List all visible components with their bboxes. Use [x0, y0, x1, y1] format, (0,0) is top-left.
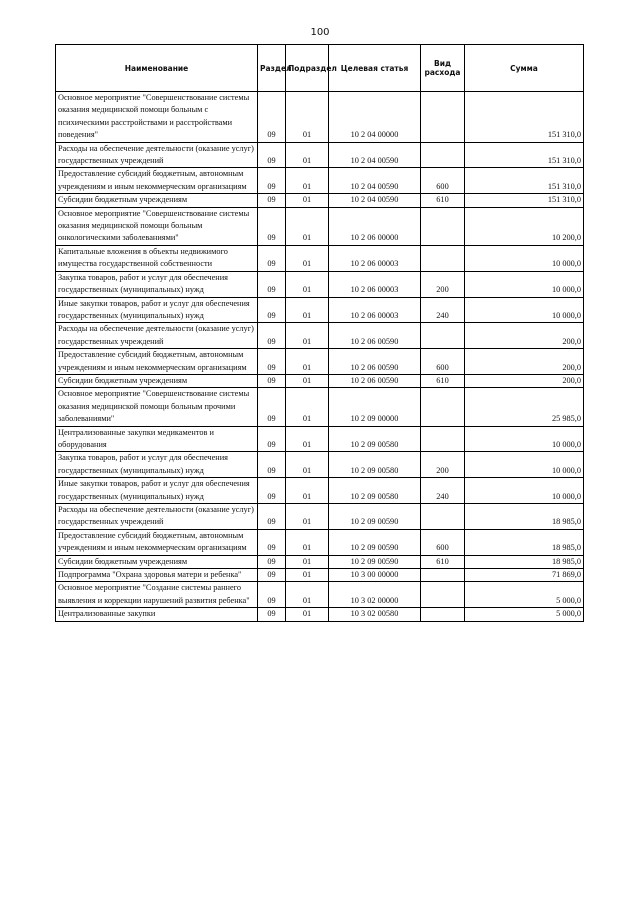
row-article-cell: 10 2 06 00590: [329, 323, 421, 349]
row-amount-cell: 10 200,0: [465, 207, 584, 245]
row-article-cell: 10 2 09 00580: [329, 452, 421, 478]
row-name-cell: Предоставление субсидий бюджетным, автономным учреждениям и иным некоммерческим организациям: [56, 529, 258, 555]
row-article-cell: 10 2 06 00000: [329, 207, 421, 245]
header-target-article: Целевая статья: [329, 45, 421, 92]
row-name-cell: Иные закупки товаров, работ и услуг для обеспечения государственных (муниципальных) нужд: [56, 478, 258, 504]
row-article-cell: 10 3 00 00000: [329, 569, 421, 582]
row-article-cell: 10 2 04 00590: [329, 142, 421, 168]
row-name-cell: Централизованные закупки медикаментов и оборудования: [56, 426, 258, 452]
row-section-cell: 09: [258, 608, 286, 621]
row-amount-cell: 151 310,0: [465, 194, 584, 207]
row-section-cell: 09: [258, 245, 286, 271]
row-subsection-cell: 01: [286, 92, 329, 143]
row-article-cell: 10 3 02 00000: [329, 582, 421, 608]
table-row: [56, 478, 584, 504]
header-row: [56, 45, 584, 92]
row-section-cell: 09: [258, 349, 286, 375]
table-row: [56, 349, 584, 375]
row-name-cell: Расходы на обеспечение деятельности (оказание услуг) государственных учреждений: [56, 323, 258, 349]
row-amount-cell: 200,0: [465, 374, 584, 387]
row-expense-type-cell: [421, 92, 465, 143]
page-number: 100: [310, 27, 330, 38]
table-row: [56, 168, 584, 194]
row-name-cell: Капитальные вложения в объекты недвижимого имущества государственной собственности: [56, 245, 258, 271]
row-section-cell: 09: [258, 426, 286, 452]
row-expense-type-cell: 600: [421, 529, 465, 555]
row-subsection-cell: 01: [286, 349, 329, 375]
row-section-cell: 09: [258, 194, 286, 207]
row-name-cell: Расходы на обеспечение деятельности (оказание услуг) государственных учреждений: [56, 504, 258, 530]
row-subsection-cell: 01: [286, 529, 329, 555]
row-section-cell: 09: [258, 323, 286, 349]
row-name-cell: Закупка товаров, работ и услуг для обеспечения государственных (муниципальных) нужд: [56, 271, 258, 297]
row-section-cell: 09: [258, 92, 286, 143]
row-amount-cell: 18 985,0: [465, 529, 584, 555]
row-amount-cell: 5 000,0: [465, 608, 584, 621]
table-row: [56, 388, 584, 426]
row-expense-type-cell: 610: [421, 194, 465, 207]
row-expense-type-cell: [421, 504, 465, 530]
row-section-cell: 09: [258, 569, 286, 582]
row-name-cell: Основное мероприятие "Совершенствование системы оказания медицинской помощи больным онкологическими заболеваниями": [56, 207, 258, 245]
row-name-cell: Субсидии бюджетным учреждениям: [56, 555, 258, 568]
row-subsection-cell: 01: [286, 555, 329, 568]
header-amount: Сумма: [465, 45, 584, 92]
row-subsection-cell: 01: [286, 374, 329, 387]
row-name-cell: Расходы на обеспечение деятельности (оказание услуг) государственных учреждений: [56, 142, 258, 168]
row-subsection-cell: 01: [286, 388, 329, 426]
row-expense-type-cell: [421, 569, 465, 582]
row-amount-cell: 10 000,0: [465, 297, 584, 323]
row-section-cell: 09: [258, 582, 286, 608]
row-section-cell: 09: [258, 142, 286, 168]
row-expense-type-cell: [421, 245, 465, 271]
row-expense-type-cell: [421, 388, 465, 426]
row-article-cell: 10 2 06 00590: [329, 374, 421, 387]
row-subsection-cell: 01: [286, 194, 329, 207]
table-row: [56, 271, 584, 297]
row-amount-cell: 10 000,0: [465, 271, 584, 297]
table-row: [56, 245, 584, 271]
table-row: [56, 569, 584, 582]
row-name-cell: Иные закупки товаров, работ и услуг для обеспечения государственных (муниципальных) нужд: [56, 297, 258, 323]
header-name: Наименование: [56, 45, 258, 92]
table-row: [56, 297, 584, 323]
row-subsection-cell: 01: [286, 142, 329, 168]
row-name-cell: Закупка товаров, работ и услуг для обеспечения государственных (муниципальных) нужд: [56, 452, 258, 478]
row-expense-type-cell: [421, 582, 465, 608]
row-article-cell: 10 2 06 00590: [329, 349, 421, 375]
table-row: [56, 323, 584, 349]
row-expense-type-cell: 240: [421, 478, 465, 504]
table-row: [56, 582, 584, 608]
row-expense-type-cell: 600: [421, 349, 465, 375]
row-amount-cell: 5 000,0: [465, 582, 584, 608]
row-name-cell: Субсидии бюджетным учреждениям: [56, 374, 258, 387]
row-subsection-cell: 01: [286, 207, 329, 245]
row-article-cell: 10 2 04 00590: [329, 194, 421, 207]
row-expense-type-cell: 200: [421, 271, 465, 297]
row-subsection-cell: 01: [286, 478, 329, 504]
row-subsection-cell: 01: [286, 271, 329, 297]
row-article-cell: 10 2 09 00580: [329, 478, 421, 504]
table-row: [56, 452, 584, 478]
row-section-cell: 09: [258, 374, 286, 387]
row-section-cell: 09: [258, 207, 286, 245]
row-expense-type-cell: [421, 608, 465, 621]
row-name-cell: Основное мероприятие "Совершенствование системы оказания медицинской помощи больным прочими заболеваниями": [56, 388, 258, 426]
row-amount-cell: 200,0: [465, 323, 584, 349]
row-article-cell: 10 2 06 00003: [329, 245, 421, 271]
row-amount-cell: 18 985,0: [465, 504, 584, 530]
row-article-cell: 10 2 04 00000: [329, 92, 421, 143]
row-article-cell: 10 3 02 00580: [329, 608, 421, 621]
row-expense-type-cell: 610: [421, 555, 465, 568]
header-expense-type: Вид расхода: [421, 45, 465, 92]
row-article-cell: 10 2 04 00590: [329, 168, 421, 194]
row-expense-type-cell: [421, 323, 465, 349]
row-subsection-cell: 01: [286, 297, 329, 323]
row-amount-cell: 200,0: [465, 349, 584, 375]
row-amount-cell: 151 310,0: [465, 168, 584, 194]
row-expense-type-cell: [421, 142, 465, 168]
row-amount-cell: 18 985,0: [465, 555, 584, 568]
row-amount-cell: 25 985,0: [465, 388, 584, 426]
row-article-cell: 10 2 09 00590: [329, 555, 421, 568]
row-section-cell: 09: [258, 168, 286, 194]
row-expense-type-cell: 600: [421, 168, 465, 194]
row-name-cell: Основное мероприятие "Создание системы раннего выявления и коррекции нарушений развития ребенка": [56, 582, 258, 608]
row-section-cell: 09: [258, 529, 286, 555]
row-name-cell: Основное мероприятие "Совершенствование системы оказания медицинской помощи больным с психическими расстройствами и расстройствами поведения": [56, 92, 258, 143]
table-row: [56, 504, 584, 530]
row-article-cell: 10 2 06 00003: [329, 271, 421, 297]
row-amount-cell: 10 000,0: [465, 426, 584, 452]
row-name-cell: Предоставление субсидий бюджетным, автономным учреждениям и иным некоммерческим организациям: [56, 168, 258, 194]
row-name-cell: Централизованные закупки: [56, 608, 258, 621]
table-row: [56, 426, 584, 452]
row-subsection-cell: 01: [286, 168, 329, 194]
table-row: [56, 529, 584, 555]
row-article-cell: 10 2 06 00003: [329, 297, 421, 323]
row-amount-cell: 151 310,0: [465, 92, 584, 143]
row-subsection-cell: 01: [286, 323, 329, 349]
row-section-cell: 09: [258, 297, 286, 323]
table-row: [56, 92, 584, 143]
row-section-cell: 09: [258, 271, 286, 297]
row-expense-type-cell: 610: [421, 374, 465, 387]
table-row: [56, 608, 584, 621]
table-row: [56, 555, 584, 568]
row-name-cell: Предоставление субсидий бюджетным, автономным учреждениям и иным некоммерческим организациям: [56, 349, 258, 375]
row-amount-cell: 10 000,0: [465, 478, 584, 504]
header-subsection: Подраздел: [286, 45, 329, 92]
row-expense-type-cell: [421, 207, 465, 245]
table-row: [56, 142, 584, 168]
table-row: [56, 207, 584, 245]
row-name-cell: Субсидии бюджетным учреждениям: [56, 194, 258, 207]
header-section: Раздел: [258, 45, 286, 92]
row-section-cell: 09: [258, 478, 286, 504]
row-expense-type-cell: [421, 426, 465, 452]
row-section-cell: 09: [258, 388, 286, 426]
row-subsection-cell: 01: [286, 426, 329, 452]
row-subsection-cell: 01: [286, 582, 329, 608]
row-name-cell: Подпрограмма "Охрана здоровья матери и ребенка": [56, 569, 258, 582]
row-subsection-cell: 01: [286, 504, 329, 530]
row-amount-cell: 10 000,0: [465, 245, 584, 271]
row-section-cell: 09: [258, 452, 286, 478]
row-article-cell: 10 2 09 00000: [329, 388, 421, 426]
budget-table: [55, 44, 584, 622]
row-subsection-cell: 01: [286, 608, 329, 621]
row-article-cell: 10 2 09 00590: [329, 529, 421, 555]
row-expense-type-cell: 240: [421, 297, 465, 323]
row-amount-cell: 10 000,0: [465, 452, 584, 478]
row-article-cell: 10 2 09 00580: [329, 426, 421, 452]
table-row: [56, 374, 584, 387]
row-section-cell: 09: [258, 555, 286, 568]
row-subsection-cell: 01: [286, 569, 329, 582]
row-amount-cell: 151 310,0: [465, 142, 584, 168]
row-subsection-cell: 01: [286, 245, 329, 271]
table-row: [56, 194, 584, 207]
row-article-cell: 10 2 09 00590: [329, 504, 421, 530]
table-body: [56, 92, 584, 622]
row-expense-type-cell: 200: [421, 452, 465, 478]
row-subsection-cell: 01: [286, 452, 329, 478]
row-section-cell: 09: [258, 504, 286, 530]
row-amount-cell: 71 869,0: [465, 569, 584, 582]
